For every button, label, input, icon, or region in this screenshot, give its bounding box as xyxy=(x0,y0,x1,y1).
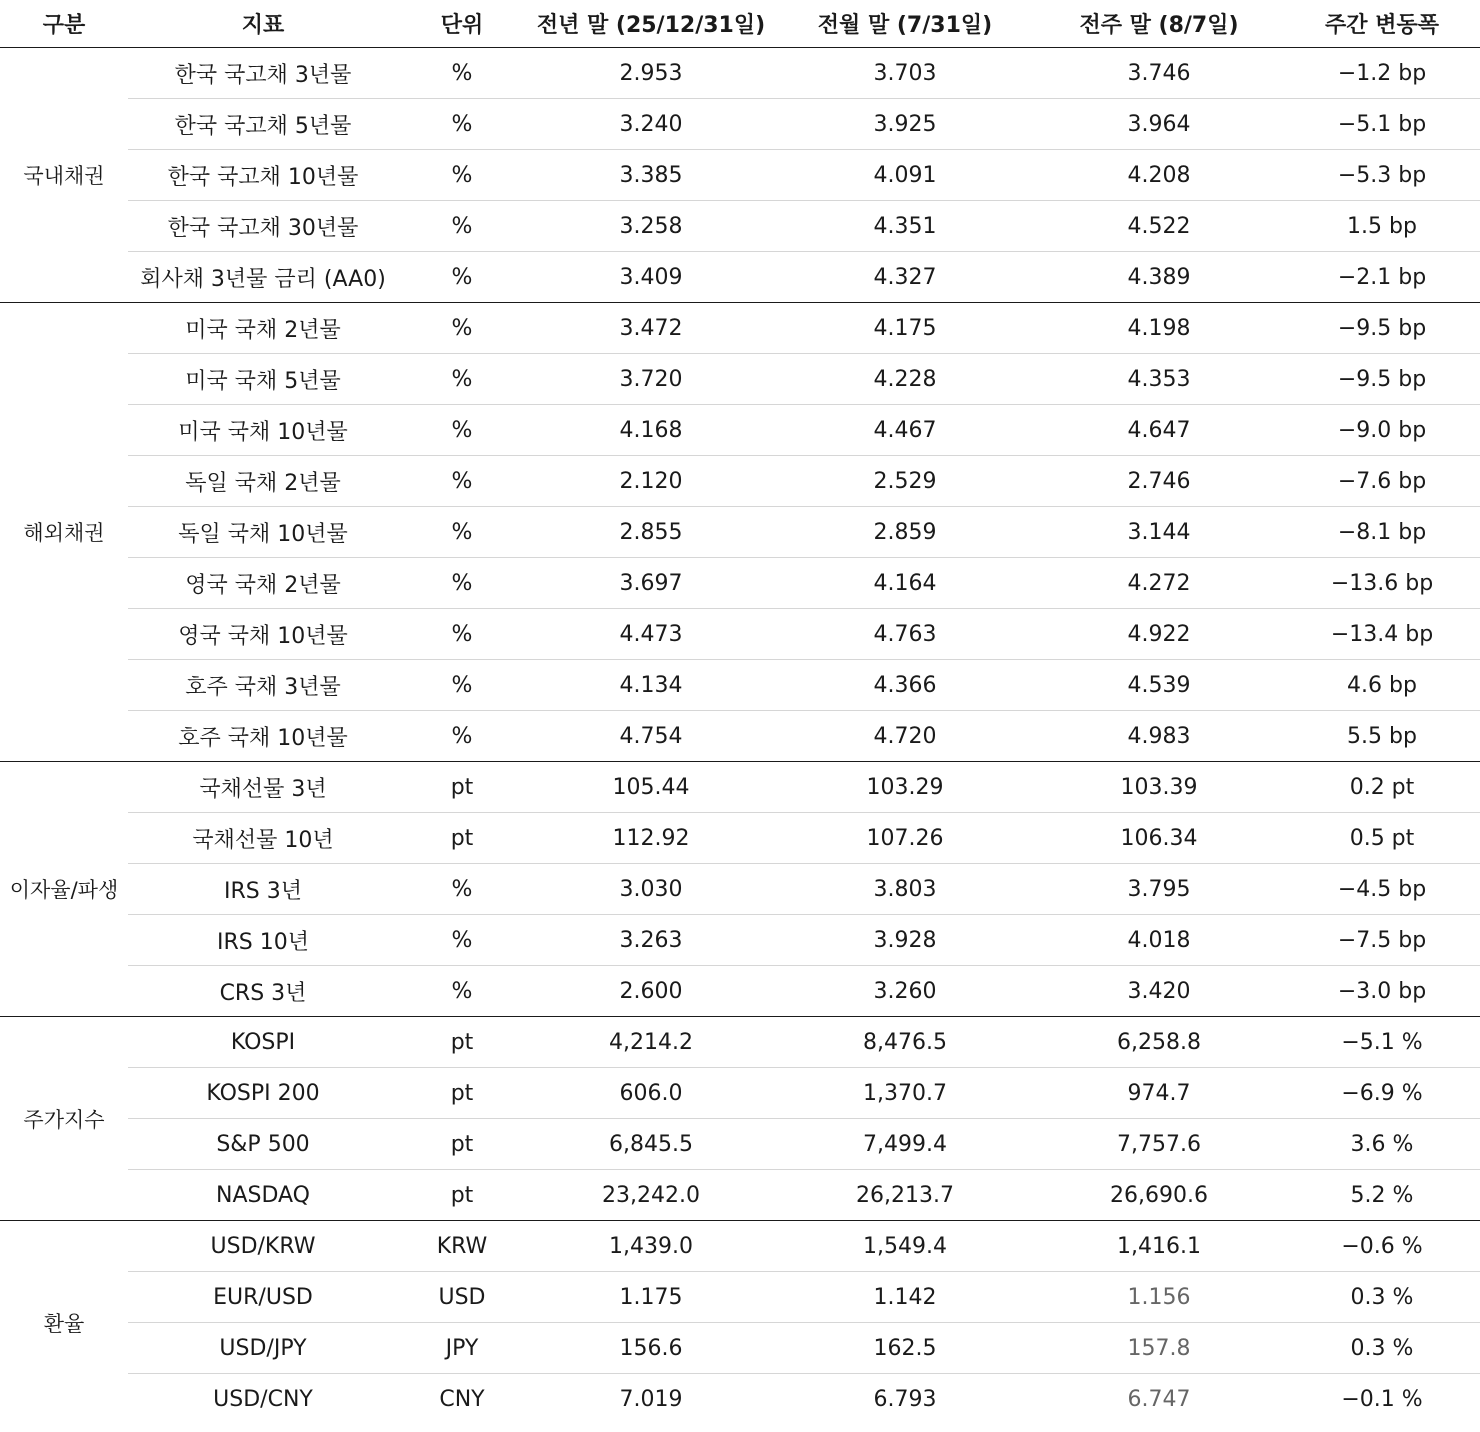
table-row xyxy=(0,1374,1480,1425)
prev-year-end-cell: 4.473 xyxy=(526,609,776,660)
unit-cell: pt xyxy=(398,1017,526,1068)
indicator-cell: 영국 국채 10년물 xyxy=(128,609,398,660)
prev-month-end-cell: 4.327 xyxy=(776,252,1034,303)
header-weekly-change: 주간 변동폭 xyxy=(1284,0,1480,48)
prev-week-end-cell: 3.795 xyxy=(1034,864,1284,915)
unit-cell: % xyxy=(398,303,526,354)
prev-year-end-cell: 1.175 xyxy=(526,1272,776,1323)
prev-year-end-cell: 112.92 xyxy=(526,813,776,864)
prev-year-end-cell: 4,214.2 xyxy=(526,1017,776,1068)
table-row xyxy=(0,48,1480,99)
prev-year-end-cell: 1,439.0 xyxy=(526,1221,776,1272)
prev-month-end-cell: 107.26 xyxy=(776,813,1034,864)
weekly-change-cell: −4.5 bp xyxy=(1284,864,1480,915)
table-row xyxy=(0,1017,1480,1068)
weekly-change-cell: −9.5 bp xyxy=(1284,303,1480,354)
prev-month-end-cell: 103.29 xyxy=(776,762,1034,813)
prev-month-end-cell: 7,499.4 xyxy=(776,1119,1034,1170)
indicator-cell: 호주 국채 3년물 xyxy=(128,660,398,711)
indicator-cell: 국채선물 3년 xyxy=(128,762,398,813)
indicator-cell: CRS 3년 xyxy=(128,966,398,1017)
prev-week-end-cell: 4.983 xyxy=(1034,711,1284,762)
prev-month-end-cell: 2.529 xyxy=(776,456,1034,507)
table-row xyxy=(0,1170,1480,1221)
table-row xyxy=(0,405,1480,456)
unit-cell: USD xyxy=(398,1272,526,1323)
prev-week-end-cell: 1,416.1 xyxy=(1034,1221,1284,1272)
header-prev-week-end: 전주 말 (8/7일) xyxy=(1034,0,1284,48)
table-row xyxy=(0,201,1480,252)
prev-year-end-cell: 4.134 xyxy=(526,660,776,711)
prev-week-end-cell: 4.208 xyxy=(1034,150,1284,201)
prev-year-end-cell: 7.019 xyxy=(619,1386,683,1412)
table-row xyxy=(0,1272,1480,1323)
table-row xyxy=(0,558,1480,609)
unit-cell: % xyxy=(398,99,526,150)
weekly-change-cell: −7.5 bp xyxy=(1284,915,1480,966)
prev-week-end-cell: 106.34 xyxy=(1034,813,1284,864)
weekly-change-cell: 0.2 pt xyxy=(1284,762,1480,813)
prev-year-end-cell: 2.120 xyxy=(526,456,776,507)
prev-year-end-cell: 2.600 xyxy=(526,966,776,1017)
prev-week-end-cell: 4.647 xyxy=(1034,405,1284,456)
prev-week-end-cell: 4.272 xyxy=(1034,558,1284,609)
prev-year-end-cell: 3.472 xyxy=(526,303,776,354)
indicator-cell: 미국 국채 5년물 xyxy=(128,354,398,405)
unit-cell: % xyxy=(398,252,526,303)
group-label: 이자율/파생 xyxy=(0,762,128,1017)
indicator-cell: USD/JPY xyxy=(128,1323,398,1374)
indicator-cell: S&P 500 xyxy=(128,1119,398,1170)
prev-month-end-cell: 2.859 xyxy=(776,507,1034,558)
table-row xyxy=(0,1068,1480,1119)
indicator-cell: 한국 국고채 10년물 xyxy=(128,150,398,201)
indicator-cell: IRS 10년 xyxy=(128,915,398,966)
unit-cell: % xyxy=(398,507,526,558)
weekly-change-cell: −5.3 bp xyxy=(1284,150,1480,201)
indicator-cell: USD/CNY xyxy=(213,1386,313,1412)
indicator-cell: 회사채 3년물 금리 (AA0) xyxy=(128,252,398,303)
unit-cell: pt xyxy=(398,813,526,864)
weekly-change-cell: −1.2 bp xyxy=(1284,48,1480,99)
unit-cell: % xyxy=(398,456,526,507)
table-row xyxy=(0,303,1480,354)
prev-year-end-cell: 156.6 xyxy=(526,1323,776,1374)
table-row xyxy=(0,966,1480,1017)
prev-month-end-cell: 4.091 xyxy=(776,150,1034,201)
table-row xyxy=(0,609,1480,660)
table-row xyxy=(0,1323,1480,1374)
prev-month-end-cell: 4.763 xyxy=(776,609,1034,660)
prev-week-end-cell: 26,690.6 xyxy=(1034,1170,1284,1221)
unit-cell: pt xyxy=(398,762,526,813)
weekly-change-cell: 0.5 pt xyxy=(1284,813,1480,864)
indicator-cell: 영국 국채 2년물 xyxy=(128,558,398,609)
unit-cell: % xyxy=(398,711,526,762)
prev-week-end-cell: 974.7 xyxy=(1034,1068,1284,1119)
prev-month-end-cell: 6.793 xyxy=(873,1386,937,1412)
indicator-cell: 한국 국고채 3년물 xyxy=(128,48,398,99)
weekly-change-cell: 4.6 bp xyxy=(1284,660,1480,711)
weekly-change-cell: −13.6 bp xyxy=(1284,558,1480,609)
prev-month-end-cell: 8,476.5 xyxy=(776,1017,1034,1068)
indicator-cell: 한국 국고채 5년물 xyxy=(128,99,398,150)
unit-cell: % xyxy=(398,558,526,609)
prev-year-end-cell: 3.697 xyxy=(526,558,776,609)
indicator-cell: EUR/USD xyxy=(128,1272,398,1323)
unit-cell: % xyxy=(398,48,526,99)
prev-year-end-cell: 3.030 xyxy=(526,864,776,915)
table-row xyxy=(0,507,1480,558)
indicator-cell: 미국 국채 2년물 xyxy=(128,303,398,354)
indicator-cell: USD/KRW xyxy=(128,1221,398,1272)
prev-year-end-cell: 3.720 xyxy=(526,354,776,405)
prev-month-end-cell: 3.925 xyxy=(776,99,1034,150)
prev-year-end-cell: 3.263 xyxy=(526,915,776,966)
weekly-change-cell: −3.0 bp xyxy=(1284,966,1480,1017)
group-label: 국내채권 xyxy=(0,48,128,303)
unit-cell: KRW xyxy=(398,1221,526,1272)
prev-week-end-cell: 4.389 xyxy=(1034,252,1284,303)
prev-week-end-cell: 6.747 xyxy=(1127,1386,1191,1412)
header-prev-month-end: 전월 말 (7/31일) xyxy=(776,0,1034,48)
prev-month-end-cell: 1,370.7 xyxy=(776,1068,1034,1119)
indicator-cell: 호주 국채 10년물 xyxy=(128,711,398,762)
unit-cell: % xyxy=(398,915,526,966)
unit-cell: % xyxy=(398,405,526,456)
header-prev-year-end: 전년 말 (25/12/31일) xyxy=(526,0,776,48)
prev-week-end-cell: 3.964 xyxy=(1034,99,1284,150)
weekly-change-cell: −8.1 bp xyxy=(1284,507,1480,558)
unit-cell: CNY xyxy=(439,1386,485,1412)
prev-year-end-cell: 3.385 xyxy=(526,150,776,201)
prev-year-end-cell: 6,845.5 xyxy=(526,1119,776,1170)
table-row xyxy=(0,99,1480,150)
header-indicator: 지표 xyxy=(128,0,398,48)
prev-month-end-cell: 4.164 xyxy=(776,558,1034,609)
table-row xyxy=(0,150,1480,201)
unit-cell: pt xyxy=(398,1068,526,1119)
prev-week-end-cell: 7,757.6 xyxy=(1034,1119,1284,1170)
prev-week-end-cell: 103.39 xyxy=(1034,762,1284,813)
prev-month-end-cell: 3.803 xyxy=(776,864,1034,915)
group-label: 해외채권 xyxy=(0,303,128,762)
indicator-cell: 국채선물 10년 xyxy=(128,813,398,864)
prev-year-end-cell: 4.754 xyxy=(526,711,776,762)
weekly-change-cell: −0.1 % xyxy=(1341,1386,1423,1412)
table-row xyxy=(0,1221,1480,1272)
prev-month-end-cell: 4.351 xyxy=(776,201,1034,252)
group-label: 환율 xyxy=(43,1311,85,1336)
prev-week-end-cell: 4.353 xyxy=(1034,354,1284,405)
prev-week-end-cell: 4.198 xyxy=(1034,303,1284,354)
unit-cell: % xyxy=(398,660,526,711)
unit-cell: % xyxy=(398,864,526,915)
header-group: 구분 xyxy=(0,0,128,48)
prev-month-end-cell: 4.467 xyxy=(776,405,1034,456)
group-label: 주가지수 xyxy=(0,1017,128,1221)
prev-year-end-cell: 3.258 xyxy=(526,201,776,252)
prev-year-end-cell: 606.0 xyxy=(526,1068,776,1119)
prev-year-end-cell: 23,242.0 xyxy=(526,1170,776,1221)
indicator-cell: KOSPI xyxy=(128,1017,398,1068)
prev-month-end-cell: 26,213.7 xyxy=(776,1170,1034,1221)
unit-cell: JPY xyxy=(398,1323,526,1374)
indicator-cell: 독일 국채 2년물 xyxy=(128,456,398,507)
weekly-change-cell: −2.1 bp xyxy=(1284,252,1480,303)
indicator-cell: 미국 국채 10년물 xyxy=(128,405,398,456)
unit-cell: % xyxy=(398,609,526,660)
weekly-change-cell: 1.5 bp xyxy=(1284,201,1480,252)
weekly-change-cell: −7.6 bp xyxy=(1284,456,1480,507)
weekly-change-cell: −13.4 bp xyxy=(1284,609,1480,660)
weekly-change-cell: −5.1 % xyxy=(1284,1017,1480,1068)
indicator-cell: NASDAQ xyxy=(128,1170,398,1221)
unit-cell: % xyxy=(398,966,526,1017)
prev-month-end-cell: 3.928 xyxy=(776,915,1034,966)
table-row xyxy=(0,1119,1480,1170)
prev-month-end-cell: 3.703 xyxy=(776,48,1034,99)
prev-month-end-cell: 4.228 xyxy=(776,354,1034,405)
table-row xyxy=(0,660,1480,711)
weekly-change-cell: −5.1 bp xyxy=(1284,99,1480,150)
table-header xyxy=(0,0,1480,48)
weekly-change-cell: 5.5 bp xyxy=(1284,711,1480,762)
prev-month-end-cell: 162.5 xyxy=(776,1323,1034,1374)
prev-month-end-cell: 4.175 xyxy=(776,303,1034,354)
table-row xyxy=(0,354,1480,405)
indicator-cell: 한국 국고채 30년물 xyxy=(128,201,398,252)
prev-week-end-cell: 1.156 xyxy=(1034,1272,1284,1323)
prev-week-end-cell: 6,258.8 xyxy=(1034,1017,1284,1068)
prev-year-end-cell: 3.409 xyxy=(526,252,776,303)
prev-week-end-cell: 4.539 xyxy=(1034,660,1284,711)
weekly-change-cell: 0.3 % xyxy=(1284,1323,1480,1374)
prev-week-end-cell: 3.420 xyxy=(1034,966,1284,1017)
unit-cell: % xyxy=(398,354,526,405)
prev-year-end-cell: 2.855 xyxy=(526,507,776,558)
table-body xyxy=(0,48,1480,1425)
table-row xyxy=(0,711,1480,762)
table-row xyxy=(0,456,1480,507)
prev-year-end-cell: 3.240 xyxy=(526,99,776,150)
indicator-cell: IRS 3년 xyxy=(128,864,398,915)
table-row xyxy=(0,864,1480,915)
prev-week-end-cell: 157.8 xyxy=(1034,1323,1284,1374)
prev-month-end-cell: 3.260 xyxy=(776,966,1034,1017)
prev-week-end-cell: 2.746 xyxy=(1034,456,1284,507)
indicator-cell: KOSPI 200 xyxy=(128,1068,398,1119)
prev-month-end-cell: 4.720 xyxy=(776,711,1034,762)
prev-year-end-cell: 4.168 xyxy=(526,405,776,456)
weekly-change-cell: −6.9 % xyxy=(1284,1068,1480,1119)
indicator-cell: 독일 국채 10년물 xyxy=(128,507,398,558)
prev-week-end-cell: 4.018 xyxy=(1034,915,1284,966)
prev-week-end-cell: 4.522 xyxy=(1034,201,1284,252)
prev-year-end-cell: 105.44 xyxy=(526,762,776,813)
prev-week-end-cell: 3.144 xyxy=(1034,507,1284,558)
header-unit: 단위 xyxy=(398,0,526,48)
unit-cell: pt xyxy=(398,1119,526,1170)
table-row xyxy=(0,252,1480,303)
weekly-change-cell: −9.0 bp xyxy=(1284,405,1480,456)
weekly-change-cell: 5.2 % xyxy=(1284,1170,1480,1221)
weekly-change-cell: 0.3 % xyxy=(1284,1272,1480,1323)
table-row xyxy=(0,915,1480,966)
header-row xyxy=(0,0,1480,48)
table-row xyxy=(0,762,1480,813)
prev-month-end-cell: 1,549.4 xyxy=(776,1221,1034,1272)
prev-week-end-cell: 3.746 xyxy=(1034,48,1284,99)
unit-cell: % xyxy=(398,150,526,201)
unit-cell: % xyxy=(398,201,526,252)
weekly-change-cell: −0.6 % xyxy=(1284,1221,1480,1272)
prev-week-end-cell: 4.922 xyxy=(1034,609,1284,660)
prev-year-end-cell: 2.953 xyxy=(526,48,776,99)
table-row xyxy=(0,813,1480,864)
weekly-change-cell: −9.5 bp xyxy=(1284,354,1480,405)
prev-month-end-cell: 4.366 xyxy=(776,660,1034,711)
unit-cell: pt xyxy=(398,1170,526,1221)
weekly-change-cell: 3.6 % xyxy=(1284,1119,1480,1170)
prev-month-end-cell: 1.142 xyxy=(776,1272,1034,1323)
